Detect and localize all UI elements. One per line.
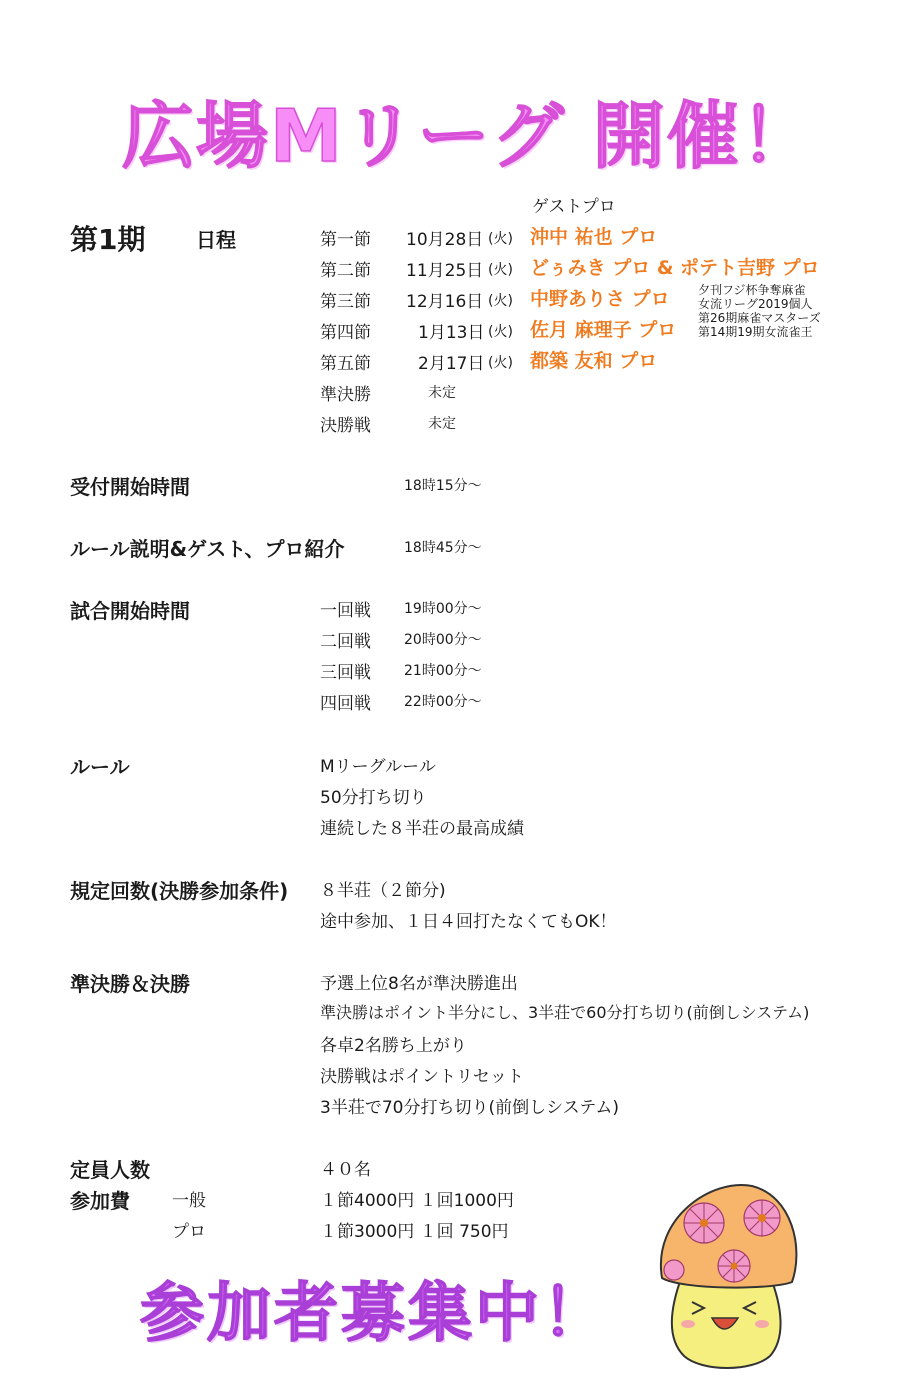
rule-line: 50分打ち切り xyxy=(320,788,427,808)
reception-label: 受付開始時間 xyxy=(70,475,190,499)
fee-label: 参加費 xyxy=(70,1189,130,1213)
guest-title-line: 第26期麻雀マスターズ xyxy=(698,311,821,325)
guest-title-line: 第14期19期女流雀王 xyxy=(698,325,813,339)
schedule-date: 10月28日 xyxy=(406,230,484,250)
schedule-round-name: 第三節 xyxy=(320,292,371,312)
guest-pro-name: 沖中 祐也 プロ xyxy=(530,226,658,248)
schedule-day: (火) xyxy=(488,231,513,247)
guest-pro-header: ゲストプロ xyxy=(532,197,616,217)
capacity-label: 定員人数 xyxy=(70,1158,150,1182)
reception-time: 18時15分～ xyxy=(404,478,482,494)
capacity-value: ４０名 xyxy=(320,1160,371,1180)
intro-time: 18時45分～ xyxy=(404,540,482,556)
schedule-date: 未定 xyxy=(428,385,456,401)
schedule-date: 2月17日 xyxy=(418,354,485,374)
schedule-round-name: 決勝戦 xyxy=(320,416,371,436)
period-label: 第1期 xyxy=(70,223,146,256)
schedule-date: 11月25日 xyxy=(406,261,484,281)
fee-pro-value: １節3000円 １回 750円 xyxy=(320,1222,509,1242)
match-round-name: 二回戦 xyxy=(320,632,371,652)
schedule-round-name: 準決勝 xyxy=(320,385,371,405)
finals-line: 準決勝はポイント半分にし、3半荘で60分打ち切り(前倒しシステム) xyxy=(320,1003,810,1022)
requirement-line: 途中参加、１日４回打たなくてもOK！ xyxy=(320,912,617,932)
match-round-time: 22時00分～ xyxy=(404,694,482,710)
fee-general-label: 一般 xyxy=(172,1191,206,1211)
schedule-round-name: 第一節 xyxy=(320,230,371,250)
intro-label: ルール説明&ゲスト、プロ紹介 xyxy=(70,537,345,561)
match-round-name: 三回戦 xyxy=(320,663,371,683)
rules-label: ルール xyxy=(70,755,130,779)
finals-line: 各卓2名勝ち上がり xyxy=(320,1036,467,1056)
page-title: 広場Mリーグ 開催！ xyxy=(122,94,815,178)
guest-title-line: 女流リーグ2019個人 xyxy=(698,297,813,311)
match-round-time: 19時00分～ xyxy=(404,601,482,617)
schedule-day: (火) xyxy=(488,293,513,309)
schedule-round-name: 第五節 xyxy=(320,354,371,374)
mushroom-mascot-icon xyxy=(652,1178,802,1378)
match-round-name: 一回戦 xyxy=(320,601,371,621)
schedule-day: (火) xyxy=(488,262,513,278)
schedule-day: (火) xyxy=(488,355,513,371)
guest-pro-name: 佐月 麻理子 プロ xyxy=(530,319,677,341)
recruiting-banner: 参加者募集中！ xyxy=(140,1277,609,1351)
match-start-label: 試合開始時間 xyxy=(70,599,190,623)
requirement-label: 規定回数(決勝参加条件) xyxy=(70,879,289,903)
schedule-round-name: 第二節 xyxy=(320,261,371,281)
guest-pro-name: どぅみき プロ & ポテト吉野 プロ xyxy=(530,257,820,279)
schedule-round-name: 第四節 xyxy=(320,323,371,343)
schedule-date: 12月16日 xyxy=(406,292,484,312)
match-round-name: 四回戦 xyxy=(320,694,371,714)
rule-line: 連続した８半荘の最高成績 xyxy=(320,819,524,839)
fee-general-value: １節4000円 １回1000円 xyxy=(320,1191,514,1211)
schedule-date: 未定 xyxy=(428,416,456,432)
match-round-time: 21時00分～ xyxy=(404,663,482,679)
fee-pro-label: プロ xyxy=(172,1222,206,1242)
match-round-time: 20時00分～ xyxy=(404,632,482,648)
finals-label: 準決勝＆決勝 xyxy=(70,972,190,996)
finals-line: 決勝戦はポイントリセット xyxy=(320,1067,524,1087)
guest-titles-note xyxy=(698,283,821,339)
guest-pro-name: 都築 友和 プロ xyxy=(530,350,658,372)
schedule-label: 日程 xyxy=(196,228,236,252)
finals-line: 3半荘で70分打ち切り(前倒しシステム) xyxy=(320,1098,620,1118)
schedule-day: (火) xyxy=(488,324,513,340)
rule-line: Mリーグルール xyxy=(320,757,436,777)
finals-line: 予選上位8名が準決勝進出 xyxy=(320,974,518,994)
requirement-line: ８半荘（２節分) xyxy=(320,881,446,901)
guest-title-line: 夕刊フジ杯争奪麻雀 xyxy=(698,283,806,297)
guest-pro-name: 中野ありさ プロ xyxy=(530,288,670,310)
schedule-date: 1月13日 xyxy=(418,323,485,343)
